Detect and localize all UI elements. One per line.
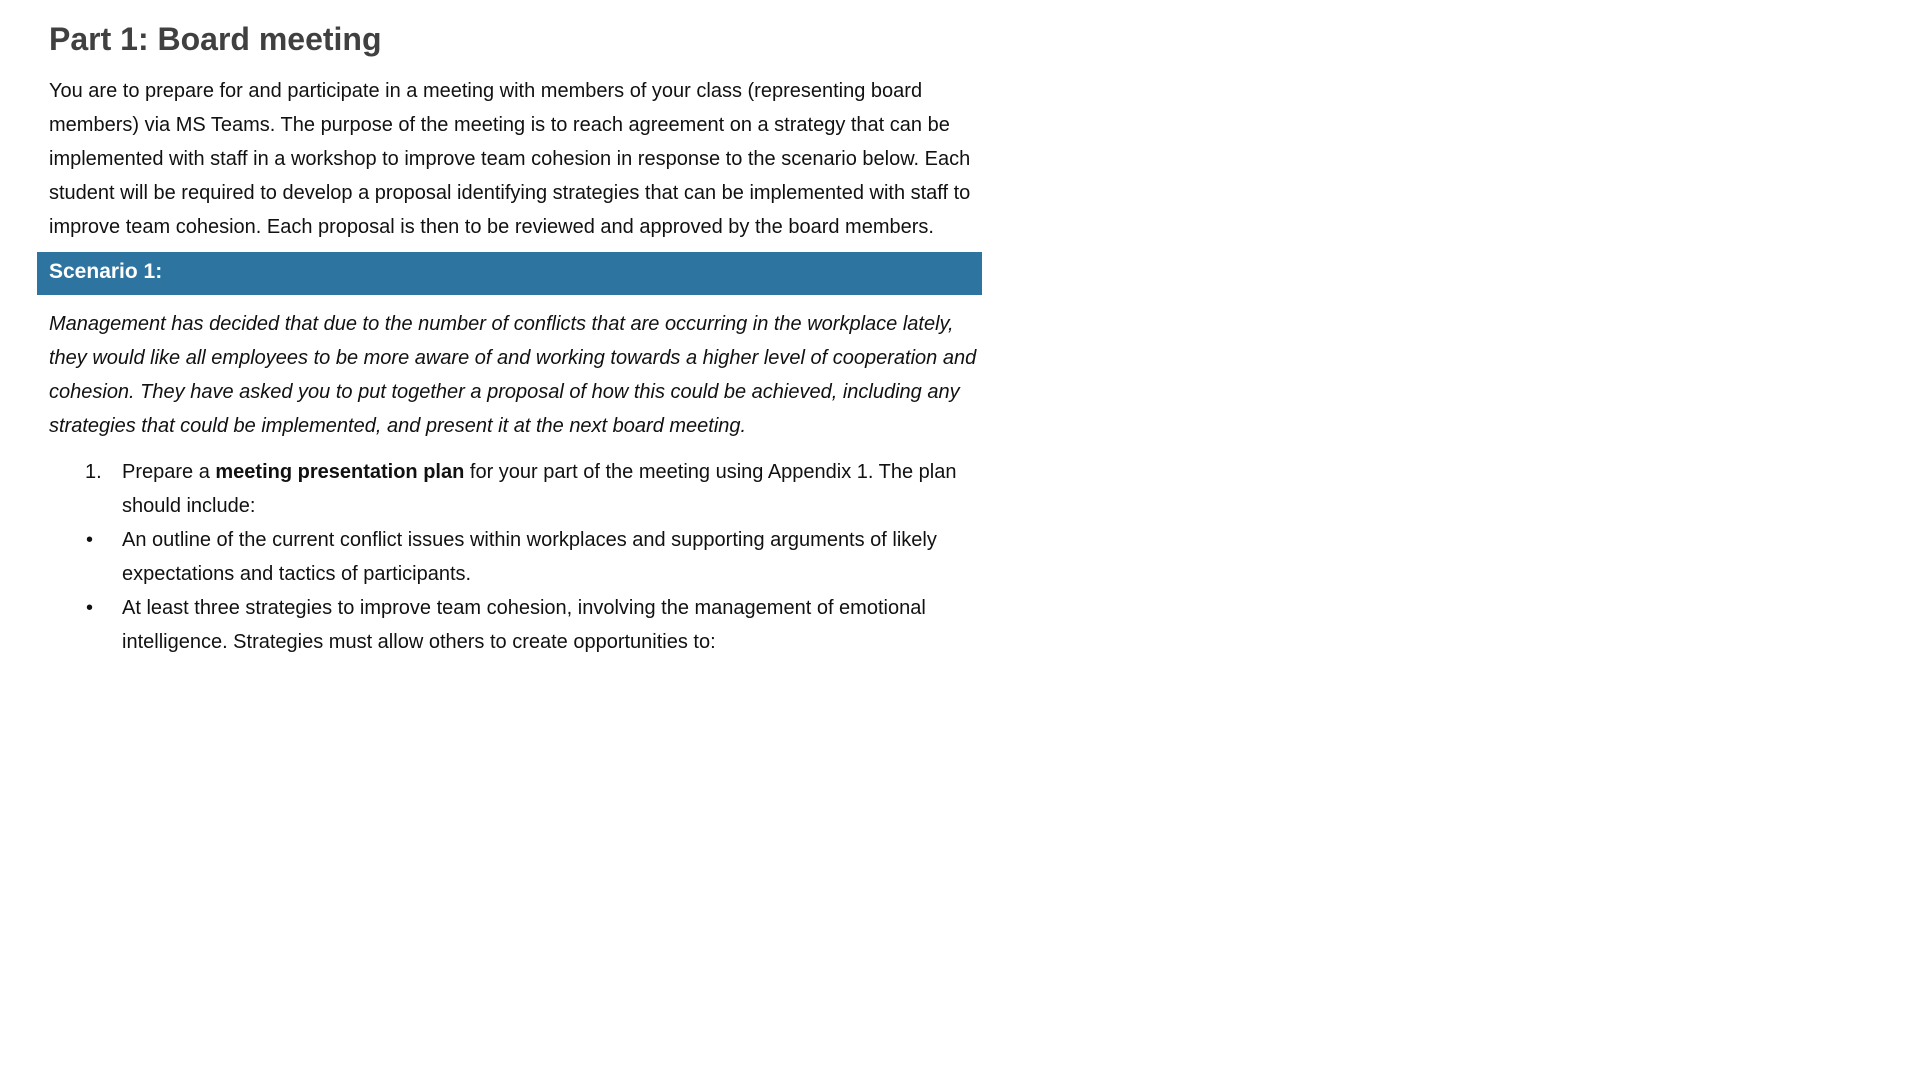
task-bold-term: meeting presentation plan xyxy=(215,461,465,483)
page-title: Part 1: Board meeting xyxy=(49,21,382,57)
bullet-icon: • xyxy=(86,597,94,619)
list-number: 1. xyxy=(85,461,102,483)
task-prefix: Prepare a xyxy=(122,461,216,483)
scenario-label: Scenario 1: xyxy=(49,260,163,283)
bullet-icon: • xyxy=(86,529,94,551)
list-item xyxy=(37,455,982,523)
task-suffix: for your part of the meeting using Appendix 1. The plan should include: xyxy=(122,461,957,517)
intro-paragraph: You are to prepare for and participate in a meeting with members of your class (representing board members) via MS Teams. The purpose of the meeting is to reach agreement on a strategy that can be implemented with staff in a workshop to improve team cohesion in response to the scenario below. Each student will be required to develop a proposal identifying strategies that can be implemented with staff to improve team cohesion. Each proposal is then to be reviewed and approved by the board members. xyxy=(49,80,971,238)
list-item xyxy=(37,591,982,659)
bullet-text: An outline of the current conflict issues within workplaces and supporting arguments of likely expectations and tactics of participants. xyxy=(122,529,937,585)
scenario-heading-bar xyxy=(37,252,982,295)
scenario-description: Management has decided that due to the number of conflicts that are occurring in the workplace lately, they would like all employees to be more aware of and working towards a higher level of cooperation and cohesion. They have asked you to put together a proposal of how this could be achieved, including any strategies that could be implemented, and present it at the next board meeting. xyxy=(49,313,977,437)
task-list xyxy=(37,455,982,659)
bullet-text: At least three strategies to improve team cohesion, involving the management of emotional intelligence. Strategies must allow others to create opportunities to: xyxy=(122,597,926,653)
list-item xyxy=(37,523,982,591)
document-page xyxy=(37,0,982,659)
